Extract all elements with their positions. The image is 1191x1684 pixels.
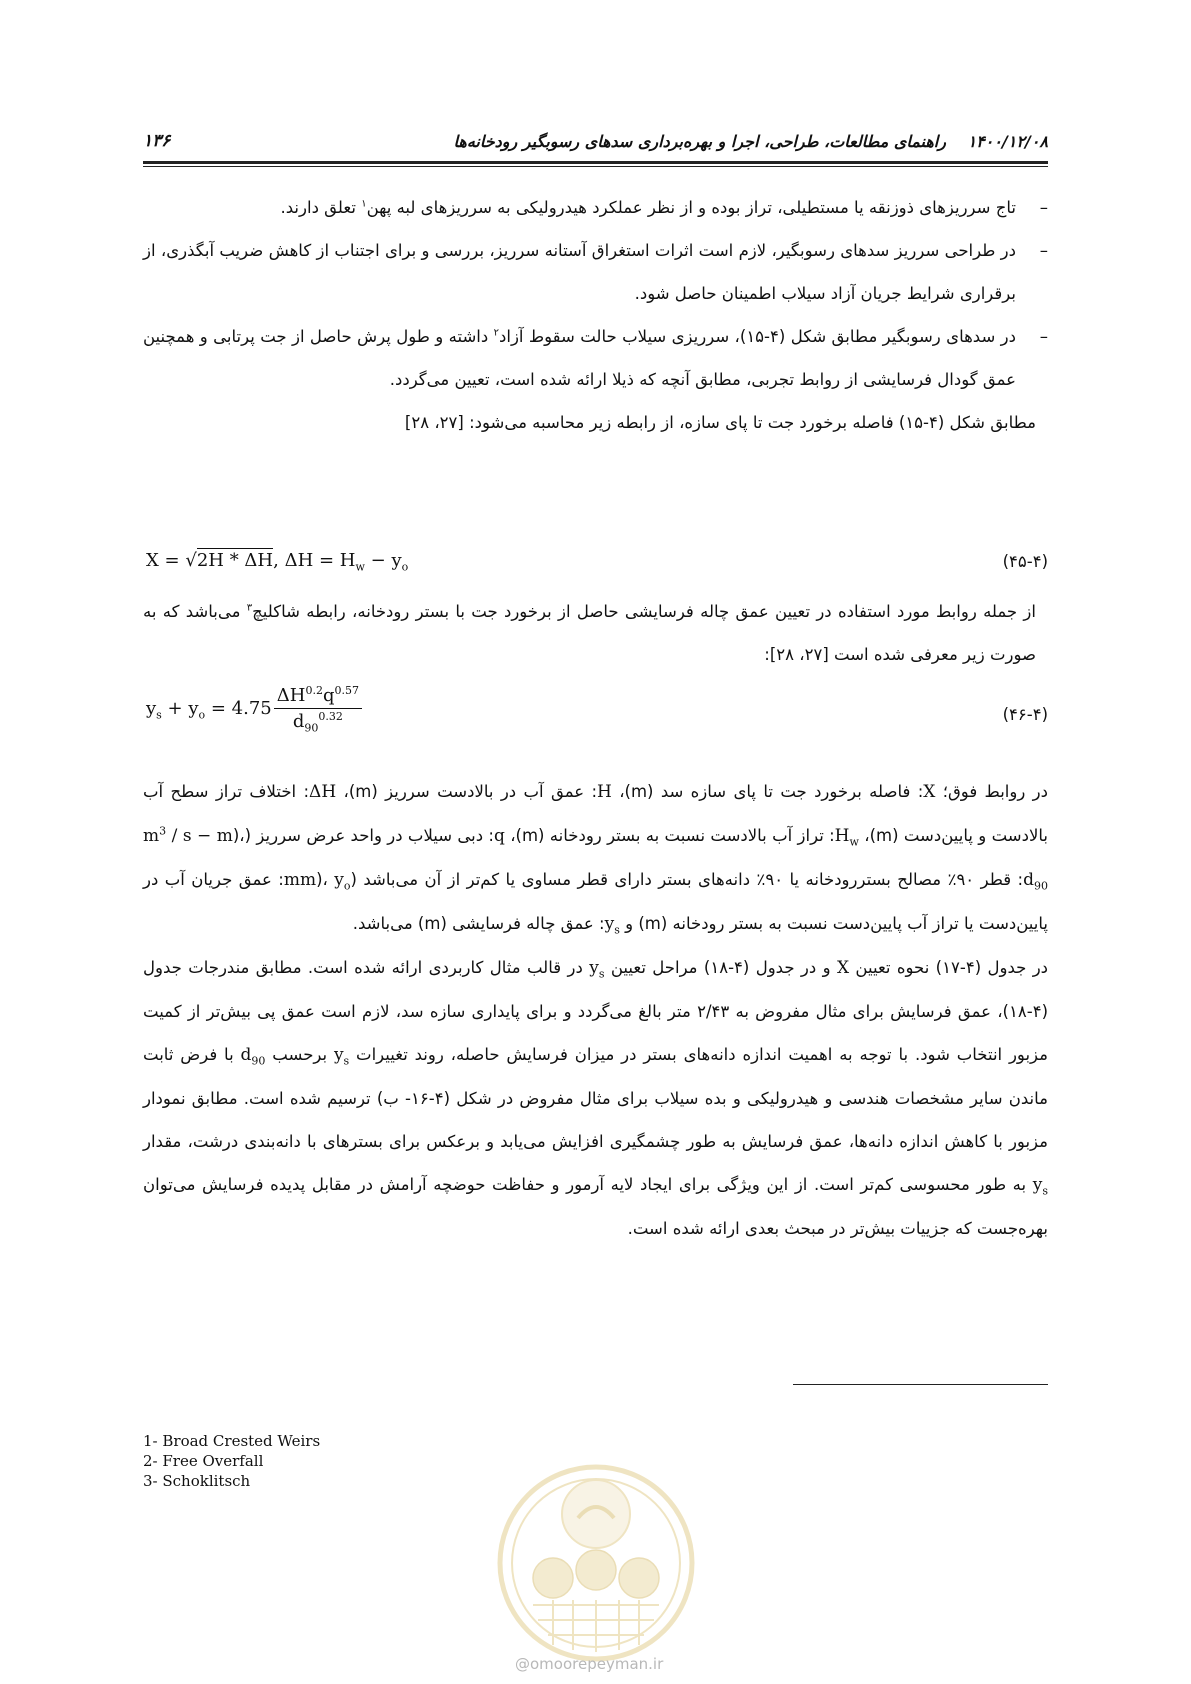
bullet-text-tail: داشته و طول پرش حاصل از جت پرتابی و همچنین عمق گودال فرسایشی از روابط تجربی، مطابق آنچه که ذیلا ارائه شده است، تعیین می‌گردد. (143, 327, 1016, 389)
footnote-rule (793, 1384, 1048, 1385)
equation-46 (143, 685, 1048, 749)
paragraph-text-tail: می‌باشد که به صورت زیر معرفی شده است [۲۷، ۲۸]: (143, 602, 1036, 664)
bullet-text: در طراحی سرریز سدهای رسوبگیر، لازم است اثرات استغراق آستانه سرریز، بررسی و برای اجتناب از کاهش ضریب آبگذری، از برقراری شرایط جریان آزاد سیلاب اطمینان حاصل شود. (143, 241, 1016, 303)
footnote-item: 3- Schoklitsch (143, 1472, 251, 1490)
sqrt-radicand: 2H * ΔH (196, 550, 274, 571)
eq-fraction (274, 684, 362, 735)
definitions-paragraph: در روابط فوق؛ X: فاصله برخورد جت تا پای سازه سد (m)، H: عمق آب در بالادست سرریز (m)، ΔH: اختلاف تراز سطح آب بالادست و پایین‌دست (m)، $H_w$: تراز آب بالادست نسبت به بستر رودخانه (m)، q: دبی سیلاب در واحد عرض سرریز ($m^3$ / s − m)، $d_{90}$: قطر ۹۰٪ مصالح بستررودخانه یا ۹۰٪ دانه‌های بستر دارای قطر مساوی یا کم‌تر از آن می‌باشد (mm)، $y_o$: عمق جریان آب در پایین‌دست یا تراز آب پایین‌دست نسبت به بستر رودخانه (m) و $y_s$: عمق چاله فرسایشی (m) می‌باشد. (143, 782, 1048, 937)
eq-sub: w (355, 560, 365, 574)
bullet-text: در سدهای رسوبگیر مطابق شکل (۴-۱۵)، سرریزی سیلاب حالت سقوط آزاد (499, 327, 1016, 346)
header-rule-thin (143, 166, 1048, 167)
equation-body (146, 550, 409, 574)
equation-number: (۴۵-۴) (1002, 552, 1048, 571)
eq-sub: o (401, 560, 409, 574)
running-header (143, 126, 1048, 156)
footnote-ref: ۳ (246, 602, 253, 614)
watermark-logo (493, 1460, 699, 1666)
page-number: ۱۳۶ (143, 131, 171, 151)
eq-rest: , ΔH = H (273, 550, 356, 571)
header-title-group (454, 132, 1048, 151)
footnote-ref: ۱ (361, 198, 367, 210)
equation-45 (143, 548, 1048, 580)
eq-minus: − y (364, 550, 402, 571)
bullet-item (143, 315, 1048, 401)
bullet-text-tail: تعلق دارند. (280, 198, 362, 217)
body-text-top (143, 186, 1048, 444)
example-paragraph: در جدول (۴-۱۷) نحوه تعیین X و در جدول (۴-۱۸) مراحل تعیین $y_s$ در قالب مثال کاربردی ارائه شده است. مطابق مندرجات جدول (۴-۱۸)، عمق فرسایش برای مثال مفروض به ۲/۴۳ متر بالغ می‌گردد و برای پایداری سازه سد، لازم است عمق پی بیش‌تر از کمیت مزبور انتخاب شود. با توجه به اهمیت اندازه دانه‌های بستر در میزان فرسایش حاصله، روند تغییرات $y_s$ برحسب $d_{90}$ با فرض ثابت ماندن سایر مشخصات هندسی و هیدرولیکی و بده سیلاب برای مثال مفروض در شکل (۴-۱۶- ب) ترسیم شده است. مطابق نمودار مزبور با کاهش اندازه دانه‌ها، عمق فرسایش به طور چشمگیری افزایش می‌یابد و برعکس برای بسترهای با دانه‌بندی درشت، مقدار $y_s$ به طور محسوسی کم‌تر است. از این ویژگی برای ایجاد لایه آرمور و حفاظت حوضچه آرامش در مقابل پدیده فرسایش می‌توان بهره‌جست که جزییات بیش‌تر در مبحث بعدی ارائه شده است. (143, 958, 1049, 1238)
footnote-item: 2- Free Overfall (143, 1452, 264, 1470)
eq-lhs: $y_s + y_o = 4.75$ (146, 698, 272, 722)
body-text-mid (143, 590, 1048, 676)
footnotes (143, 1431, 320, 1491)
header-rule-thick (143, 161, 1048, 164)
fraction-numerator: $\Delta H^{0.2}q^{0.57}$ (274, 685, 362, 709)
sqrt-sign: √ (185, 550, 197, 571)
equation-body (146, 684, 362, 735)
header-title: راهنمای مطالعات، طراحی، اجرا و بهره‌برداری سدهای رسوبگیر رودخانه‌ها (453, 131, 946, 151)
body-text-bottom (143, 770, 1048, 1250)
watermark-site: @omoorepeyman.ir (515, 1655, 664, 1673)
footnote-ref: ۲ (493, 327, 500, 339)
bullet-text: تاج سرریزهای ذوزنقه یا مستطیلی، تراز بوده و از نظر عملکرد هیدرولیکی به سرریزهای لبه پهن (366, 198, 1016, 217)
bullet-dash: – (1039, 327, 1048, 346)
eq-lhs: X = (146, 550, 186, 571)
header-date: ۱۴۰۰/۱۲/۰۸ (967, 131, 1048, 151)
bullet-item (143, 229, 1048, 315)
bullet-dash: – (1039, 241, 1048, 260)
footnote-item: 1- Broad Crested Weirs (143, 1432, 321, 1450)
paragraph: مطابق شکل (۴-۱۵) فاصله برخورد جت تا پای سازه، از رابطه زیر محاسبه می‌شود: [۲۷، ۲۸] (404, 413, 1036, 432)
paragraph-text: از جمله روابط مورد استفاده در تعیین عمق چاله فرسایشی حاصل از برخورد جت با بستر رودخانه، رابطه شاکلیچ (252, 602, 1036, 621)
bullet-dash: – (1039, 198, 1048, 217)
paragraph (143, 590, 1048, 676)
bullet-item (143, 186, 1048, 229)
equation-number: (۴۶-۴) (1002, 705, 1048, 724)
fraction-denominator: $d_{90}^{0.32}$ (292, 710, 343, 735)
